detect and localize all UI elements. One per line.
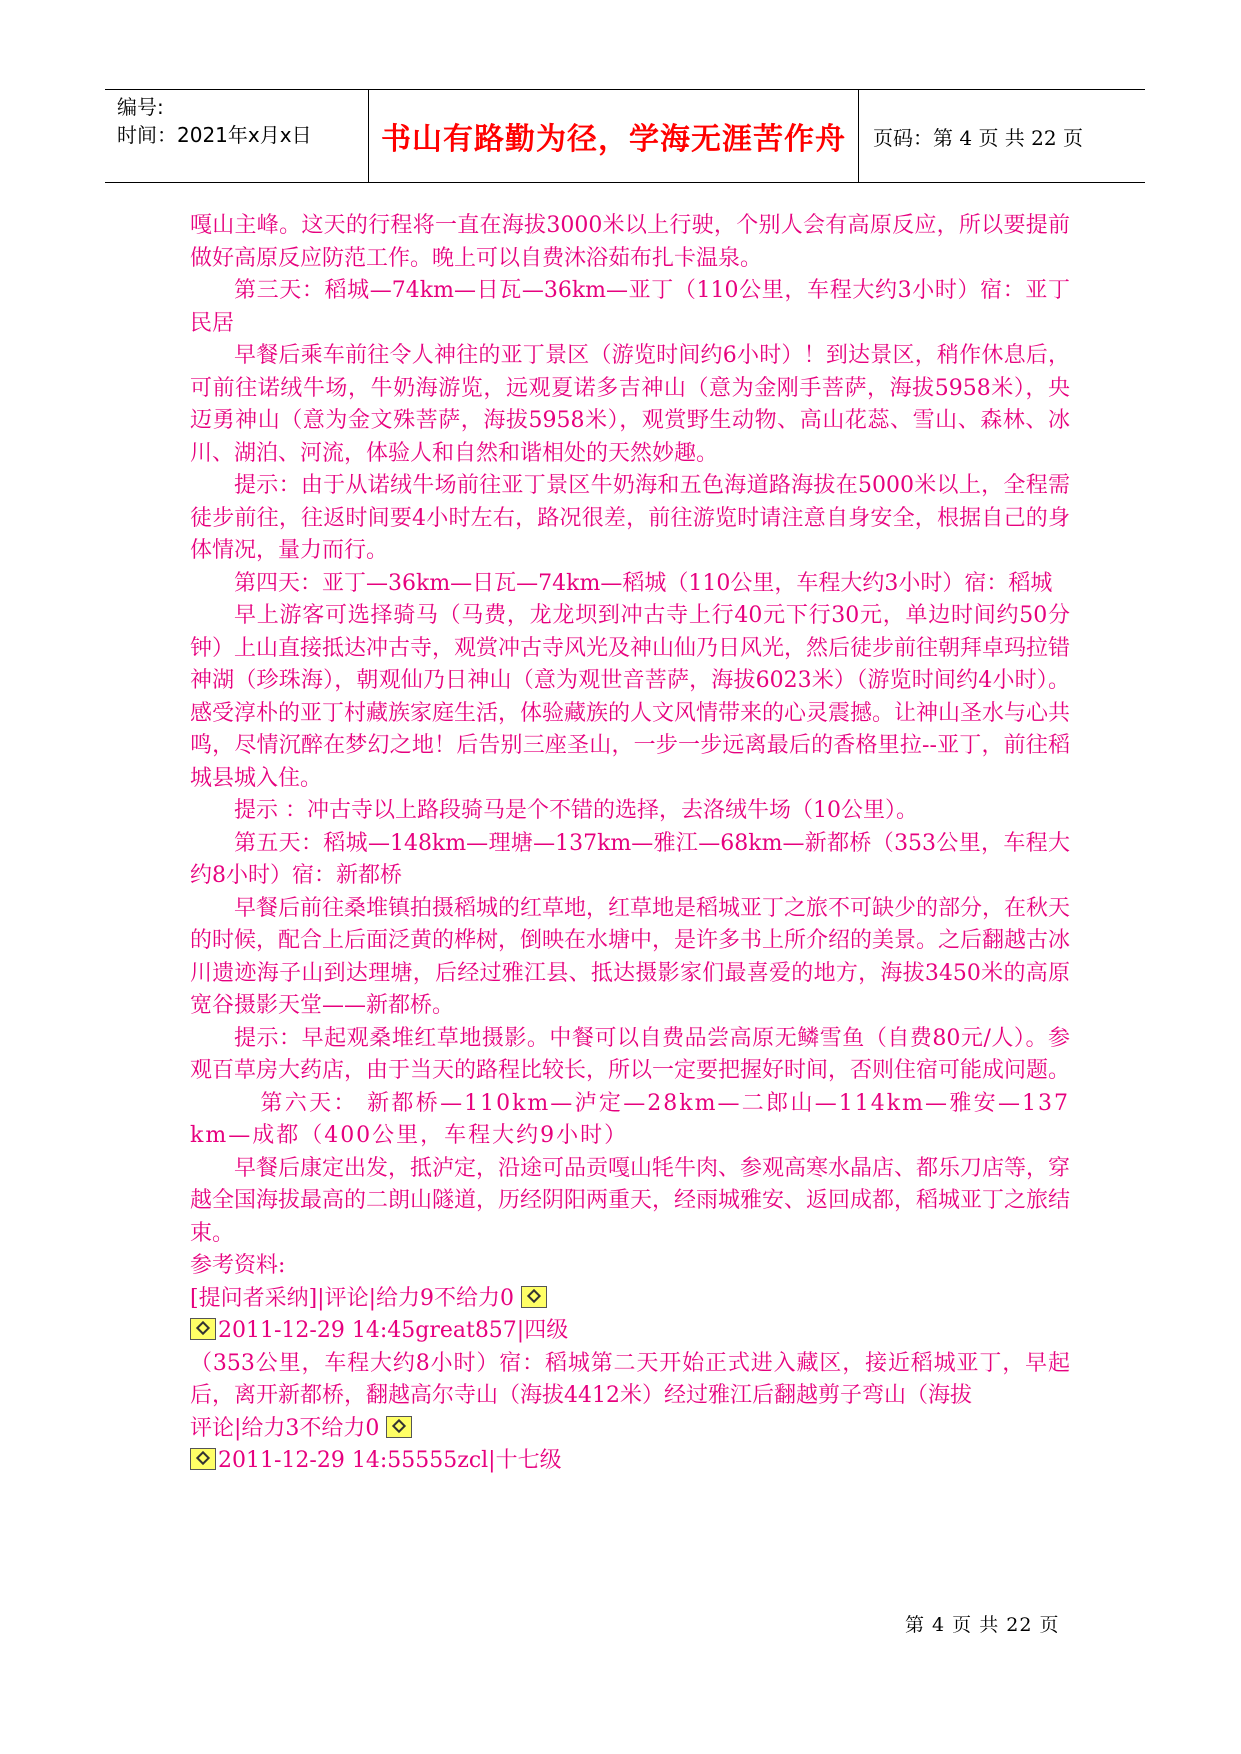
day-heading: 第五天：稻城—148km—理塘—137km—雅江—68km—新都桥（353公里，车程大约8小时）宿：新都桥 <box>190 830 1070 888</box>
document-time-label: 时间：2021年x月x日 <box>117 123 312 147</box>
answer-meta <box>190 1445 1070 1478</box>
note-icon[interactable] <box>190 1318 216 1340</box>
paragraph: 早上游客可选择骑马（马费，龙龙坝到冲古寺上行40元下行30元，单边时间约50分钟）上山直接抵达冲古寺，观赏冲古寺风光及神山仙乃日风光，然后徒步前往朝拜卓玛拉错神湖（珍珠海），朝观仙乃日神山（意为观世音菩萨，海拔6023米）（游览时间约4小时）。感受淳朴的亚丁村藏族家庭生活，体验藏族的人文风情带来的心灵震撼。让神山圣水与心共鸣，尽情沉醉在梦幻之地！后告别三座圣山，一步一步远离最后的香格里拉--亚丁，前往稻城县城入住。 <box>190 603 1071 791</box>
tip-paragraph: 提示 ：冲古寺以上路段骑马是个不错的选择，去洛绒牛场（10公里）。 <box>234 798 918 823</box>
paragraph: 早餐后乘车前往令人神往的亚丁景区（游览时间约6小时）！到达景区，稍作休息后，可前往诺绒牛场，牛奶海游览，远观夏诺多吉神山（意为金刚手菩萨，海拔5958米），央迈勇神山（意为金文殊菩萨，海拔5958米），观赏野生动物、高山花蕊、雪山、森林、冰川、湖泊、河流，体验人和自然和谐相处的天然妙趣。 <box>190 343 1070 466</box>
answer-actions-text[interactable]: [提问者采纳]|评论|给力9不给力0 <box>190 1285 514 1311</box>
paragraph: 早餐后康定出发，抵泸定，沿途可品贡嘎山牦牛肉、参观高寒水晶店、都乐刀店等，穿越全国海拔最高的二朗山隧道，历经阴阳两重天，经雨城雅安、返回成都，稻城亚丁之旅结束。 <box>190 1155 1071 1246</box>
references-label: 参考资料: <box>190 1253 286 1278</box>
header-page-info: 页码：第 4 页 共 22 页 <box>873 125 1083 150</box>
day-heading: 第六天： 新都桥—110km—泸定—28km—二郎山—114km—雅安—137km—成都（400公里，车程大约9小时） <box>190 1090 1070 1148</box>
document-number-label: 编号: <box>117 95 164 119</box>
page-footer: 第 4 页 共 22 页 <box>905 1614 1060 1636</box>
answer-actions <box>190 1413 1070 1446</box>
document-body <box>190 210 1070 1478</box>
answer-actions-text[interactable]: 评论|给力3不给力0 <box>190 1415 380 1441</box>
day-heading: 第三天：稻城—74km—日瓦—36km—亚丁（110公里，车程大约3小时）宿：亚丁民居 <box>190 278 1070 336</box>
answer-meta-text: 2011-12-29 14:55555zcl|十七级 <box>218 1448 562 1473</box>
note-icon[interactable] <box>386 1416 412 1438</box>
tip-paragraph: 提示：由于从诺绒牛场前往亚丁景区牛奶海和五色海道路海拔在5000米以上，全程需徒步前往，往返时间要4小时左右，路况很差，前往游览时请注意自身安全，根据自己的身体情况，量力而行。 <box>190 473 1071 563</box>
header-motto: 书山有路勤为径，学海无涯苦作舟 <box>369 90 859 182</box>
day-heading: 第四天：亚丁—36km—日瓦—74km—稻城（110公里，车程大约3小时）宿：稻城 <box>234 570 1053 596</box>
paragraph: 早餐后前往桑堆镇拍摄稻城的红草地，红草地是稻城亚丁之旅不可缺少的部分，在秋天的时候，配合上后面泛黄的桦树，倒映在水塘中，是许多书上所介绍的美景。之后翻越古冰川遗迹海子山到达理塘，后经过雅江县、抵达摄影家们最喜爱的地方，海拔3450米的高原宽谷摄影天堂——新都桥。 <box>190 895 1071 1018</box>
note-icon[interactable] <box>521 1286 547 1308</box>
header-left-cell <box>105 90 369 182</box>
answer-meta <box>190 1315 1070 1348</box>
answer-meta-text: 2011-12-29 14:45great857|四级 <box>218 1318 569 1343</box>
page-header <box>105 89 1145 183</box>
tip-paragraph: 提示：早起观桑堆红草地摄影。中餐可以自费品尝高原无鳞雪鱼（自费80元/人）。参观百草房大药店，由于当天的路程比较长，所以一定要把握好时间，否则住宿可能成问题。 <box>190 1025 1071 1083</box>
answer-actions <box>190 1283 1070 1316</box>
note-icon[interactable] <box>190 1448 216 1470</box>
answer-body: （353公里，车程大约8小时）宿：稻城第二天开始正式进入藏区，接近稻城亚丁，早起后，离开新都桥，翻越高尔寺山（海拔4412米）经过雅江后翻越剪子弯山（海拔 <box>190 1350 1070 1408</box>
paragraph: 嘎山主峰。这天的行程将一直在海拔3000米以上行驶，个别人会有高原反应，所以要提前做好高原反应防范工作。晚上可以自费沐浴茹布扎卡温泉。 <box>190 213 1070 271</box>
